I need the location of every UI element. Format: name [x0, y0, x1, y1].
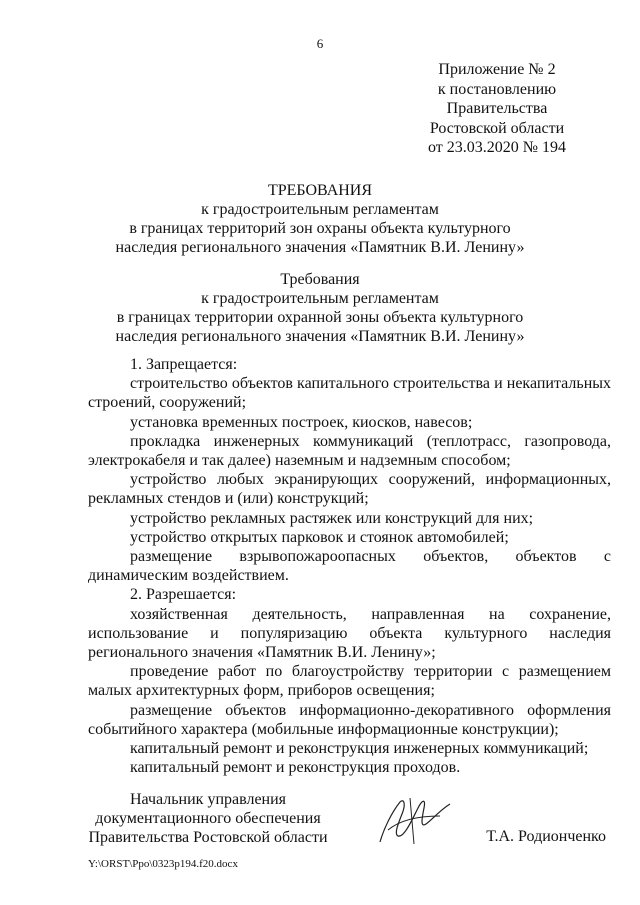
subtitle-line: в границах территории охранной зоны объекта культурного	[116, 309, 524, 326]
title-line: к градостроительным регламентам	[201, 201, 439, 218]
position-line: Правительства Ростовской области	[88, 829, 328, 846]
requirement-item: размещение взрывопожароопасных объектов, объектов с динамическим воздействием.	[88, 548, 611, 585]
position-line: документационного обеспечения	[95, 810, 321, 827]
appendix-line: Приложение № 2	[438, 61, 556, 78]
appendix-header	[412, 60, 582, 158]
title-line: в границах территорий зон охраны объекта культурного	[129, 220, 511, 237]
subtitle-line: к градостроительным регламентам	[201, 290, 439, 307]
requirement-item: устройство рекламных растяжек или конструкций для них;	[130, 509, 534, 527]
appendix-line: Правительства	[446, 100, 548, 117]
appendix-line: к постановлению	[437, 80, 557, 98]
requirement-item: размещение объектов информационно-декоративного оформления событийного характера (мобильные информационные конструкции);	[88, 701, 611, 738]
requirement-item: проведение работ по благоустройству территории с размещением малых архитектурных форм, приборов освещения;	[88, 663, 611, 700]
requirement-item: устройство любых экранирующих сооружений, информационных, рекламных стендов и (или) конструкций;	[88, 471, 611, 508]
appendix-line: Ростовской области	[429, 119, 565, 137]
subtitle-line: Требования	[280, 271, 360, 288]
title-line: наследия регионального значения «Памятник В.И. Ленину»	[115, 239, 525, 256]
section-heading: 2. Разрешается:	[130, 586, 237, 604]
requirement-item: строительство объектов капитального строительства и некапитальных строений, сооружений;	[88, 375, 611, 412]
requirements-body	[88, 355, 611, 777]
signatory-position	[88, 790, 328, 847]
requirement-item: прокладка инженерных коммуникаций (теплотрасс, газопровода, электрокабеля и так далее) наземным и надземным способом;	[88, 432, 611, 470]
requirement-item: капитальный ремонт и реконструкция инженерных коммуникаций;	[130, 740, 589, 758]
requirement-item: установка временных построек, киосков, навесов;	[130, 413, 473, 431]
subtitle-line: наследия регионального значения «Памятник В.И. Ленину»	[115, 328, 525, 345]
section-heading: 1. Запрещается:	[130, 356, 238, 373]
requirement-item: капитальный ремонт и реконструкция проходов.	[130, 759, 461, 777]
requirement-item: хозяйственная деятельность, направленная на сохранение, использование и популяризацию объекта культурного наследия регионального значения «Памятник В.И. Ленину»;	[88, 605, 611, 662]
handwritten-signature	[370, 790, 460, 850]
signatory-name: Т.А. Родионченко	[486, 828, 606, 845]
appendix-line: от 23.03.2020 № 194	[427, 139, 567, 156]
main-title	[0, 181, 640, 257]
requirement-item: устройство открытых парковок и стоянок автомобилей;	[130, 528, 509, 546]
position-line: Начальник управления	[129, 791, 287, 808]
page-number: 6	[316, 36, 324, 51]
subtitle	[0, 270, 640, 346]
file-path: Y:\ORST\Ppo\0323p194.f20.docx	[88, 858, 238, 870]
title-line: ТРЕБОВАНИЯ	[267, 182, 373, 199]
